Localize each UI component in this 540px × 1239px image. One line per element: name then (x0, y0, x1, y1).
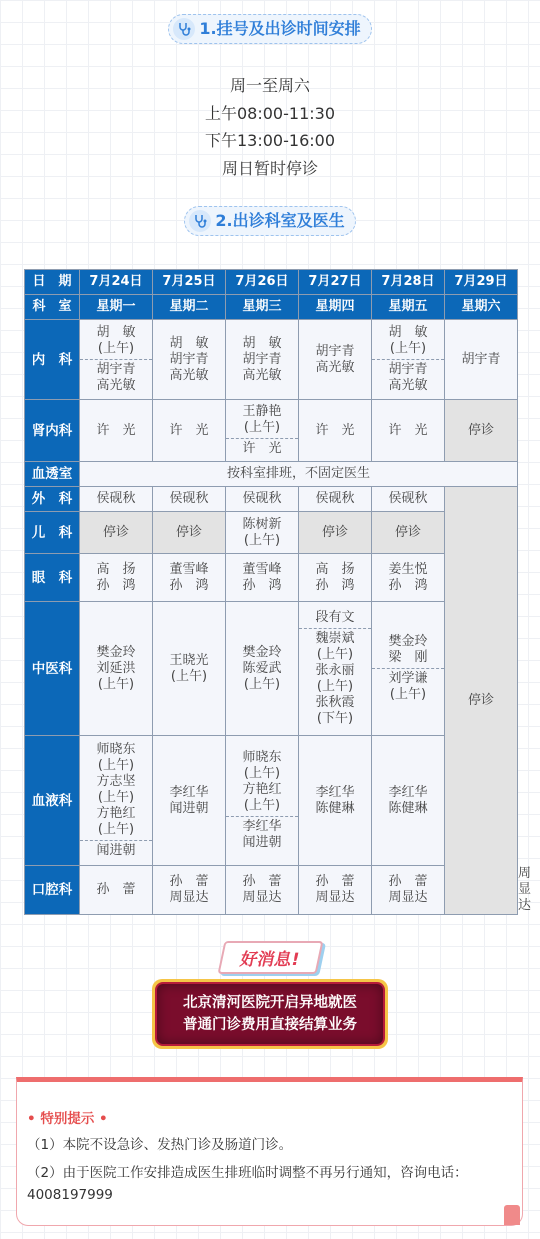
schedule-cell (299, 320, 372, 400)
schedule-cell: 侯砚秋 (372, 487, 445, 512)
dept-name: 血透室 (25, 462, 80, 487)
doctor-name: 陈健琳 (315, 800, 355, 816)
doctor-name: 孙 蕾 (315, 874, 355, 889)
schedule-cell (226, 320, 299, 400)
schedule-cell-closed: 停诊 (445, 400, 518, 462)
schedule-cell: 侯砚秋 (299, 487, 372, 512)
schedule-cell (80, 320, 153, 400)
doctor-name: 陈健琳 (388, 800, 428, 816)
schedule-cell: 胡宇青 (445, 320, 518, 400)
doctor-name: 周显达 (315, 890, 355, 905)
schedule-cell (226, 512, 299, 554)
doctor-name: 李红华 (169, 784, 209, 800)
doctor-group (372, 632, 444, 668)
schedule-cell (153, 554, 226, 602)
doctor-group (80, 840, 152, 861)
schedule-cell: 孙 蕾 (80, 866, 153, 915)
doctor-name: 孙 鸿 (169, 577, 209, 593)
shift-note: (上午) (243, 766, 281, 781)
doctor-name: 刘学谦 (388, 671, 428, 686)
stethoscope-icon (189, 210, 211, 232)
schedule-cell (299, 554, 372, 602)
hours-line: 周日暂时停诊 (221, 158, 318, 178)
doctor-name: 方艳红 (96, 806, 136, 821)
doctor-name: 刘延洪 (96, 660, 136, 676)
doctor-name: 方志坚 (96, 774, 136, 789)
shift-note: (上午) (243, 798, 281, 813)
remote-settlement-banner[interactable] (152, 979, 388, 1049)
doctor-group (80, 323, 152, 359)
doctor-group (372, 359, 444, 396)
dept-name: 肾内科 (25, 400, 80, 462)
doctor-name: 樊金玲 (242, 644, 282, 660)
shift-note: (上午) (243, 420, 281, 435)
schedule-cell (226, 866, 299, 915)
doctor-group (299, 628, 371, 729)
doctor-name: 董雪峰 (169, 561, 209, 577)
schedule-cell (153, 866, 226, 915)
dept-name: 血液科 (25, 736, 80, 866)
section-title: 1.挂号及出诊时间安排 (199, 19, 361, 38)
doctor-group (372, 668, 444, 705)
table-row-xuetou (25, 462, 518, 487)
hours-line: 上午08:00-11:30 (205, 103, 335, 123)
dept-name: 儿 科 (25, 512, 80, 554)
table-row-yanke (25, 554, 518, 602)
weekday-cell: 星期二 (153, 295, 226, 320)
dept-name: 中医科 (25, 602, 80, 736)
schedule-cell: 侯砚秋 (80, 487, 153, 512)
schedule-cell: 许 光 (372, 400, 445, 462)
doctor-group (80, 359, 152, 396)
schedule-cell (372, 736, 445, 866)
shift-note: (上午) (97, 822, 135, 837)
schedule-cell (299, 866, 372, 915)
schedule-cell (80, 736, 153, 866)
doctor-name: 胡 敏 (96, 325, 136, 340)
schedule-cell (299, 602, 372, 736)
doctor-name: 师晓东 (96, 742, 136, 757)
shift-note: (下午) (316, 711, 354, 726)
section-header-schedule-time (0, 14, 540, 44)
hours-line: 周一至周六 (229, 76, 310, 95)
doctor-name: 高 扬 (96, 561, 136, 577)
schedule-cell (299, 736, 372, 866)
schedule-cell-closed: 停诊 (153, 512, 226, 554)
dept-name: 口腔科 (25, 866, 80, 915)
shift-note: (上午) (316, 647, 354, 662)
doctor-name: 胡宇青 (96, 362, 136, 377)
doctor-name: 高光敏 (388, 378, 428, 393)
good-news-badge (0, 941, 540, 974)
dept-name: 外 科 (25, 487, 80, 512)
doctor-name: 胡宇青 (388, 362, 428, 377)
date-cell: 7月25日 (153, 270, 226, 295)
shift-note: (上午) (316, 679, 354, 694)
doctor-group (226, 748, 298, 816)
doctor-name: 周显达 (242, 890, 282, 905)
section-header-departments (0, 206, 540, 236)
shift-note: (上午) (389, 687, 427, 702)
special-notice-box (16, 1077, 523, 1226)
schedule-cell-closed: 停诊 (372, 512, 445, 554)
doctor-name: 方艳红 (242, 782, 282, 797)
schedule-cell (372, 320, 445, 400)
doctor-name: 闻进朝 (169, 800, 209, 816)
doctor-name: 孙 蕾 (388, 874, 428, 889)
schedule-cell: 侯砚秋 (153, 487, 226, 512)
weekday-header-row (25, 295, 518, 320)
doctor-name: 陈树新 (242, 516, 282, 532)
schedule-cell: 许 光 (299, 400, 372, 462)
doctor-group (226, 402, 298, 438)
doctor-name: 闻进朝 (242, 835, 282, 850)
schedule-cell (226, 400, 299, 462)
shift-note: (上午) (170, 668, 208, 684)
weekday-cell: 星期三 (226, 295, 299, 320)
schedule-cell (372, 866, 445, 915)
stethoscope-icon (173, 18, 195, 40)
dept-name: 眼 科 (25, 554, 80, 602)
saturday-closed-merged: 停诊 (445, 487, 518, 915)
doctor-name: 孙 鸿 (96, 577, 136, 593)
doctor-name: 梁 刚 (388, 650, 428, 665)
doctor-group (80, 740, 152, 840)
section-title: 2.出诊科室及医生 (215, 211, 345, 230)
schedule-cell (153, 602, 226, 736)
doctor-group (226, 816, 298, 853)
schedule-cell-closed: 停诊 (80, 512, 153, 554)
doctor-name: 周显达 (169, 890, 209, 905)
doctor-name: 高光敏 (315, 359, 355, 375)
table-row-neike (25, 320, 518, 400)
doctor-schedule-table (24, 269, 532, 915)
dept-name: 内 科 (25, 320, 80, 400)
table-row-xueye (25, 736, 518, 866)
shift-note: (上午) (97, 790, 135, 805)
doctor-name: 孙 蕾 (242, 874, 282, 889)
doctor-group (299, 608, 371, 628)
weekday-cell: 星期四 (299, 295, 372, 320)
date-cell: 7月29日 (445, 270, 518, 295)
badge-text: 好消息! (217, 941, 323, 974)
doctor-name: 樊金玲 (96, 644, 136, 660)
schedule-cell (372, 602, 445, 736)
doctor-name: 周显达 (388, 890, 428, 905)
doctor-name: 胡 敏 (169, 335, 209, 351)
schedule-cell (153, 320, 226, 400)
schedule-cell (226, 554, 299, 602)
schedule-cell: 侯砚秋 (226, 487, 299, 512)
doctor-name: 胡 敏 (242, 335, 282, 351)
shift-note: (上午) (97, 676, 135, 692)
doctor-group (226, 438, 298, 459)
weekday-cell: 星期六 (445, 295, 518, 320)
banner-inner (155, 982, 385, 1046)
table-row-shen (25, 400, 518, 462)
section-pill (184, 206, 355, 236)
shift-note: (上午) (389, 341, 427, 356)
doctor-name: 许 光 (242, 441, 282, 456)
shift-note: (上午) (97, 758, 135, 773)
date-label: 日 期 (25, 270, 80, 295)
table-row-zhongyi (25, 602, 518, 736)
doctor-name: 胡宇青 (315, 343, 355, 359)
notice-item: （2）由于医院工作安排造成医生排班临时调整不再另行通知，咨询电话：4008197999 (27, 1165, 468, 1203)
doctor-name: 孙 蕾 (169, 874, 209, 889)
doctor-name: 闻进朝 (96, 843, 136, 858)
schedule-cell-merged: 按科室排班，不固定医生 (80, 462, 518, 487)
doctor-name: 孙 鸿 (315, 577, 355, 593)
schedule-cell (153, 736, 226, 866)
doctor-name: 魏崇斌 (315, 631, 355, 646)
table-row-waike (25, 487, 518, 512)
date-cell: 7月24日 (80, 270, 153, 295)
notice-item: （1）本院不设急诊、发热门诊及肠道门诊。 (27, 1137, 293, 1153)
doctor-name: 孙 鸿 (388, 577, 428, 593)
doctor-name: 姜生悦 (388, 561, 428, 577)
table-row-erke (25, 512, 518, 554)
notice-title: • 特别提示 • (27, 1111, 108, 1127)
section-pill (168, 14, 371, 44)
schedule-cell: 许 光 (153, 400, 226, 462)
schedule-cell (80, 554, 153, 602)
date-cell: 7月27日 (299, 270, 372, 295)
schedule-cell (372, 554, 445, 602)
hours-line: 下午13:00-16:00 (205, 131, 335, 150)
banner-line: 北京清河医院开启异地就医 (183, 995, 357, 1011)
doctor-name: 张秋霞 (315, 695, 355, 710)
opening-hours (0, 72, 540, 182)
doctor-name: 王晓光 (169, 652, 209, 668)
doctor-name: 陈爱武 (242, 660, 282, 676)
doctor-name: 胡宇青 (242, 351, 282, 367)
banner-line: 普通门诊费用直接结算业务 (183, 1017, 357, 1033)
corner-tab-icon (504, 1205, 520, 1225)
date-header-row (25, 270, 518, 295)
doctor-name: 胡宇青 (169, 351, 209, 367)
doctor-name: 李红华 (315, 784, 355, 800)
doctor-name: 樊金玲 (388, 634, 428, 649)
doctor-name: 段有文 (315, 610, 355, 625)
doctor-group (372, 323, 444, 359)
schedule-cell-closed: 停诊 (299, 512, 372, 554)
doctor-name: 高光敏 (242, 367, 282, 383)
shift-note: (上午) (243, 532, 281, 548)
doctor-name: 李红华 (242, 819, 282, 834)
date-cell: 7月28日 (372, 270, 445, 295)
doctor-name: 高光敏 (169, 367, 209, 383)
shift-note: (上午) (97, 341, 135, 356)
doctor-name: 高光敏 (96, 378, 136, 393)
schedule-cell (80, 602, 153, 736)
weekday-cell: 星期一 (80, 295, 153, 320)
schedule-cell (226, 602, 299, 736)
doctor-name: 高 扬 (315, 561, 355, 577)
doctor-name: 王静艳 (242, 404, 282, 419)
doctor-name: 胡 敏 (388, 325, 428, 340)
date-cell: 7月26日 (226, 270, 299, 295)
doctor-name: 孙 鸿 (242, 577, 282, 593)
doctor-name: 张永丽 (315, 663, 355, 678)
dept-label: 科 室 (25, 295, 80, 320)
doctor-name: 李红华 (388, 784, 428, 800)
shift-note: (上午) (243, 676, 281, 692)
schedule-cell: 许 光 (80, 400, 153, 462)
table-row-kouqiang: 口腔科 孙 蕾 孙 蕾 周显达 孙 蕾 周显达 孙 蕾 周显达 孙 蕾 周显达 周显达 (25, 866, 518, 915)
doctor-name: 董雪峰 (242, 561, 282, 577)
weekday-cell: 星期五 (372, 295, 445, 320)
doctor-name: 师晓东 (242, 750, 282, 765)
schedule-cell (226, 736, 299, 866)
